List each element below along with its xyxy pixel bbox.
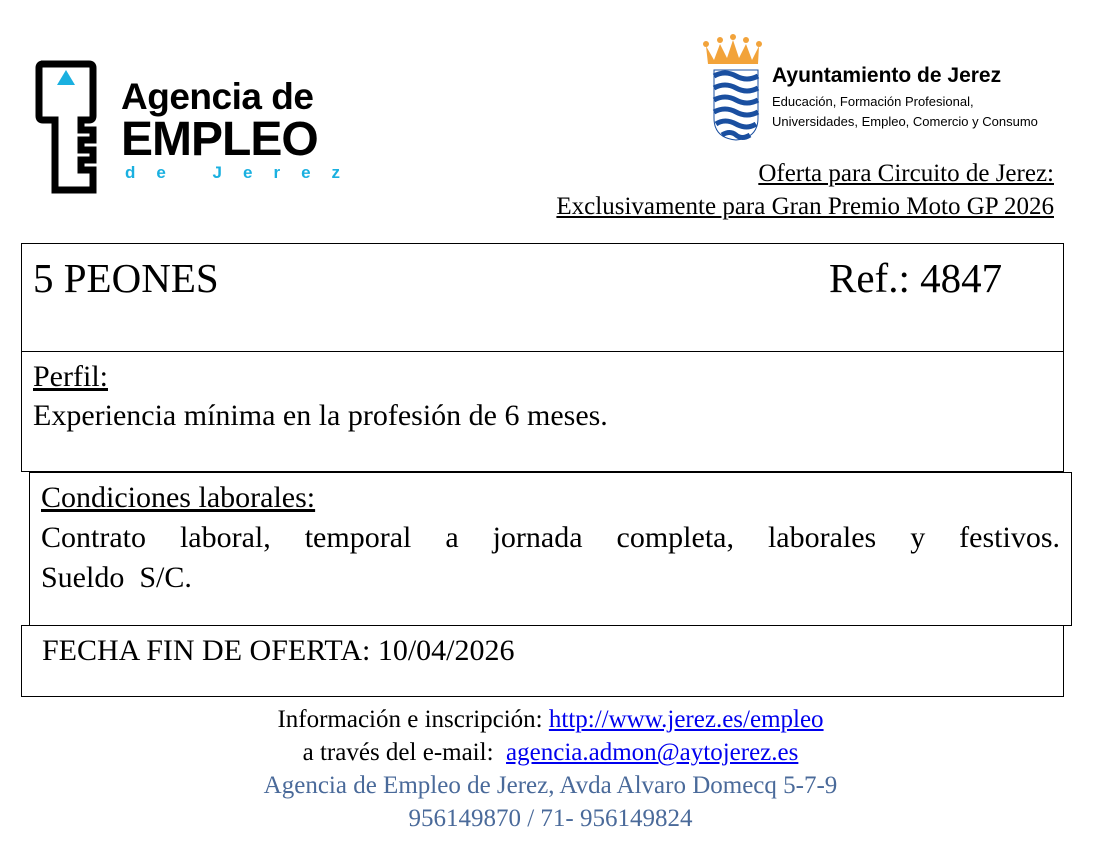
- fecha-box: [21, 625, 1064, 697]
- ayuntamiento-logo: [700, 34, 1060, 144]
- empleo-link[interactable]: http://www.jerez.es/empleo: [548, 706, 824, 733]
- logo-line2: EMPLEO: [121, 113, 318, 166]
- footer-info: [0, 703, 1101, 736]
- agencia-empleo-logo: [35, 60, 375, 195]
- ayuntamiento-sub2: Universidades, Empleo, Comercio y Consumo: [772, 114, 1038, 129]
- coat-of-arms-icon: [700, 34, 764, 144]
- condiciones-text2: Sueldo S/C.: [41, 561, 192, 594]
- header-line2: Exclusivamente para Gran Premio Moto GP 2026: [556, 193, 1054, 220]
- ayuntamiento-sub1: Educación, Formación Profesional,: [772, 94, 974, 109]
- logo-line1: Agencia de: [121, 76, 314, 117]
- footer-phones: 956149870 / 71- 956149824: [408, 805, 693, 832]
- ayuntamiento-title: Ayuntamiento de Jerez: [772, 64, 1002, 87]
- key-icon: [35, 60, 97, 195]
- perfil-box: [21, 351, 1064, 472]
- condiciones-heading: Condiciones laborales:: [41, 481, 316, 514]
- offer-box: [21, 243, 1064, 352]
- condiciones-box: [29, 472, 1072, 626]
- footer-address: Agencia de Empleo de Jerez, Avda Alvaro Domecq 5-7-9: [263, 772, 838, 799]
- footer-email: [0, 736, 1101, 769]
- offer-title: 5 PEONES: [33, 255, 219, 301]
- email-label: a través del e-mail:: [302, 739, 507, 766]
- info-label: Información e inscripción:: [277, 706, 549, 733]
- perfil-heading: Perfil:: [33, 360, 108, 393]
- header-line1: Oferta para Circuito de Jerez:: [758, 160, 1054, 187]
- perfil-text: Experiencia mínima en la profesión de 6 meses.: [33, 399, 608, 432]
- fecha-text: FECHA FIN DE OFERTA: 10/04/2026: [42, 634, 515, 667]
- condiciones-text1: Contrato laboral, temporal a jornada completa, laborales y festivos.: [41, 521, 1060, 554]
- logo-line3: de Jerez: [125, 163, 362, 182]
- footer: [0, 703, 1101, 835]
- offer-ref: Ref.: 4847: [829, 255, 1003, 301]
- email-link[interactable]: agencia.admon@aytojerez.es: [506, 739, 799, 766]
